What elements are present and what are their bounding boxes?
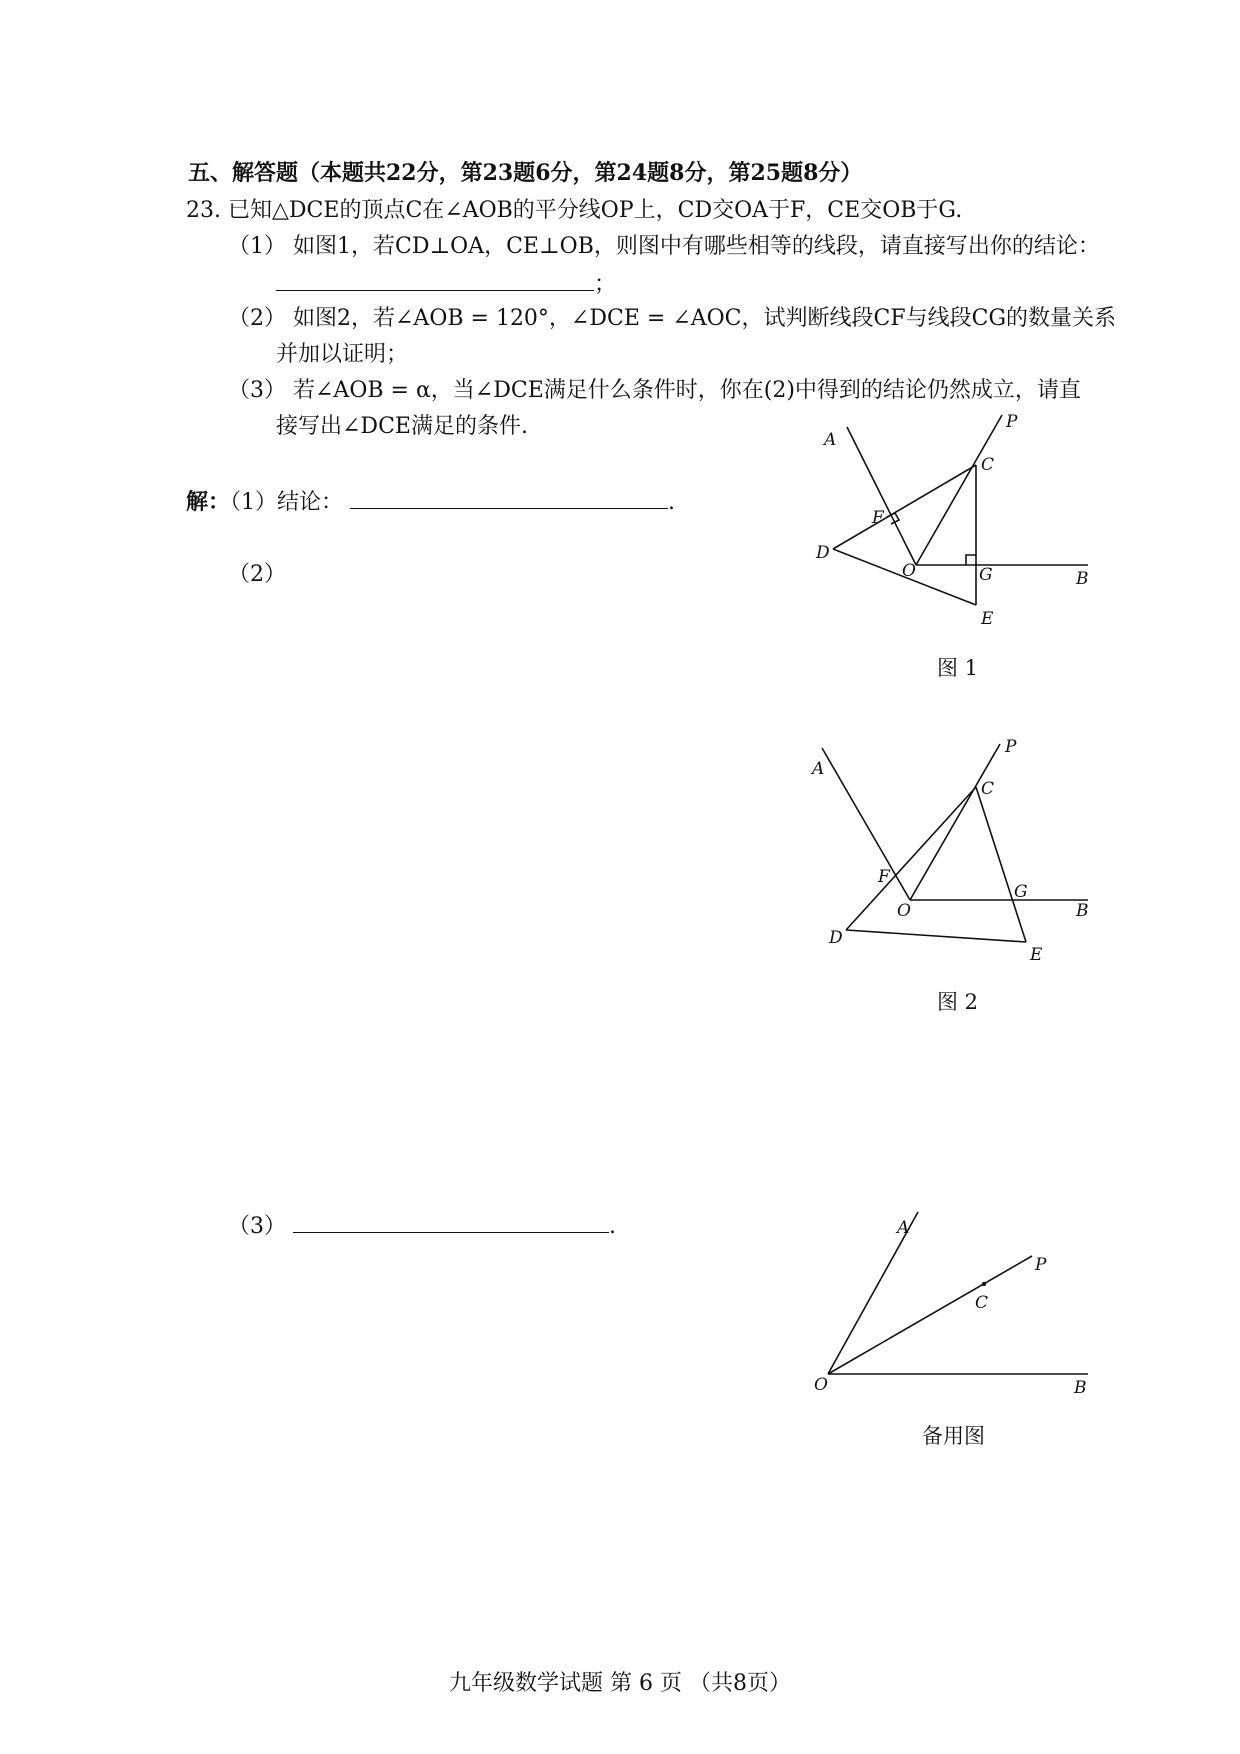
fig1-ray-op — [916, 415, 1002, 565]
part1-text: 如图1，若CD⊥OA，CE⊥OB，则图中有哪些相等的线段，请直接写出你的结论： — [293, 234, 1100, 259]
part1-answer-line — [276, 268, 616, 300]
part2-text-line2: 并加以证明； — [276, 342, 409, 367]
section-header: 五、解答题（本题共22分，第23题6分，第24题8分，第25题8分） — [188, 160, 863, 186]
problem-stem-text: 已知△DCE的顶点C在∠AOB的平分线OP上，CD交OA于F，CE交OB于G. — [228, 198, 963, 223]
fig2-segment-de — [846, 930, 1026, 942]
fig3-label-c: C — [975, 1293, 989, 1313]
fig3-label-a: A — [897, 1218, 910, 1238]
fig1-label-c: C — [981, 455, 995, 475]
fig1-label-g: G — [979, 565, 993, 585]
answer-prefix: 解： — [186, 489, 231, 515]
fig1-segment-dc — [833, 465, 976, 549]
fig3-point-c — [982, 1282, 986, 1286]
fig1-label-p: P — [1006, 412, 1018, 432]
answer-part3-end: . — [609, 1214, 616, 1239]
fig2-segment-ce — [976, 787, 1026, 942]
figure-spare-caption: 备用图 — [922, 1424, 985, 1448]
problem-stem — [186, 196, 962, 226]
fig1-right-angle-g — [966, 555, 976, 565]
fig2-label-g: G — [1014, 882, 1028, 902]
part1-question — [228, 232, 1100, 262]
fig2-label-p: P — [1005, 737, 1017, 757]
fig1-label-a: A — [824, 430, 837, 450]
part1-label: （1） — [228, 234, 286, 259]
part2-text-line1: 如图2，若∠AOB = 120°，∠DCE = ∠AOC，试判断线段CF与线段CG的数量关系 — [293, 306, 1117, 331]
answer-part1-blank[interactable] — [350, 486, 668, 509]
answer-part3-blank[interactable] — [293, 1210, 609, 1233]
fig2-label-e: E — [1030, 945, 1043, 965]
fig2-label-o: O — [897, 901, 911, 921]
fig2-label-b: B — [1076, 901, 1089, 921]
fig1-label-e: E — [981, 609, 994, 629]
fig2-label-a: A — [812, 759, 825, 779]
answer-part1 — [186, 486, 675, 518]
answer-part3 — [228, 1210, 616, 1242]
page-footer: 九年级数学试题 第 6 页 （共8页） — [449, 1671, 791, 1696]
part1-end: ； — [594, 272, 617, 297]
fig1-label-o: O — [902, 561, 916, 581]
problem-number: 23. — [186, 198, 221, 223]
figure-2-caption: 图 2 — [937, 990, 979, 1014]
answer-part2-label: （2） — [228, 562, 286, 587]
answer-part1-label: （1）结论： — [230, 490, 344, 515]
figure-1-caption: 图 1 — [937, 656, 979, 680]
answer-part3-label: （3） — [228, 1214, 286, 1239]
figure-spare — [800, 1200, 1100, 1410]
part3-question — [228, 376, 1081, 406]
fig1-label-b: B — [1076, 569, 1089, 589]
fig3-label-o: O — [814, 1375, 828, 1395]
fig2-label-c: C — [981, 779, 995, 799]
fig1-label-f: F — [872, 508, 884, 528]
fig3-label-b: B — [1074, 1378, 1087, 1398]
fig3-label-p: P — [1035, 1255, 1047, 1275]
part3-text-line2: 接写出∠DCE满足的条件. — [276, 414, 528, 439]
figure-1 — [800, 405, 1100, 645]
answer-part1-end: . — [668, 490, 676, 515]
fig3-ray-op — [828, 1256, 1032, 1374]
part1-blank[interactable] — [276, 268, 594, 291]
fig1-ray-oa — [847, 427, 916, 565]
fig2-ray-oa — [822, 748, 910, 900]
part3-text-line1: 若∠AOB = α，当∠DCE满足什么条件时，你在(2)中得到的结论仍然成立，请直 — [293, 378, 1081, 403]
part3-label: （3） — [228, 378, 286, 403]
fig2-segment-dc — [846, 787, 976, 930]
fig2-label-d: D — [829, 928, 843, 948]
figure-2 — [800, 730, 1100, 970]
fig2-label-f: F — [878, 867, 890, 887]
part2-question — [228, 304, 1116, 334]
part2-label: （2） — [228, 306, 286, 331]
fig1-label-d: D — [816, 543, 830, 563]
